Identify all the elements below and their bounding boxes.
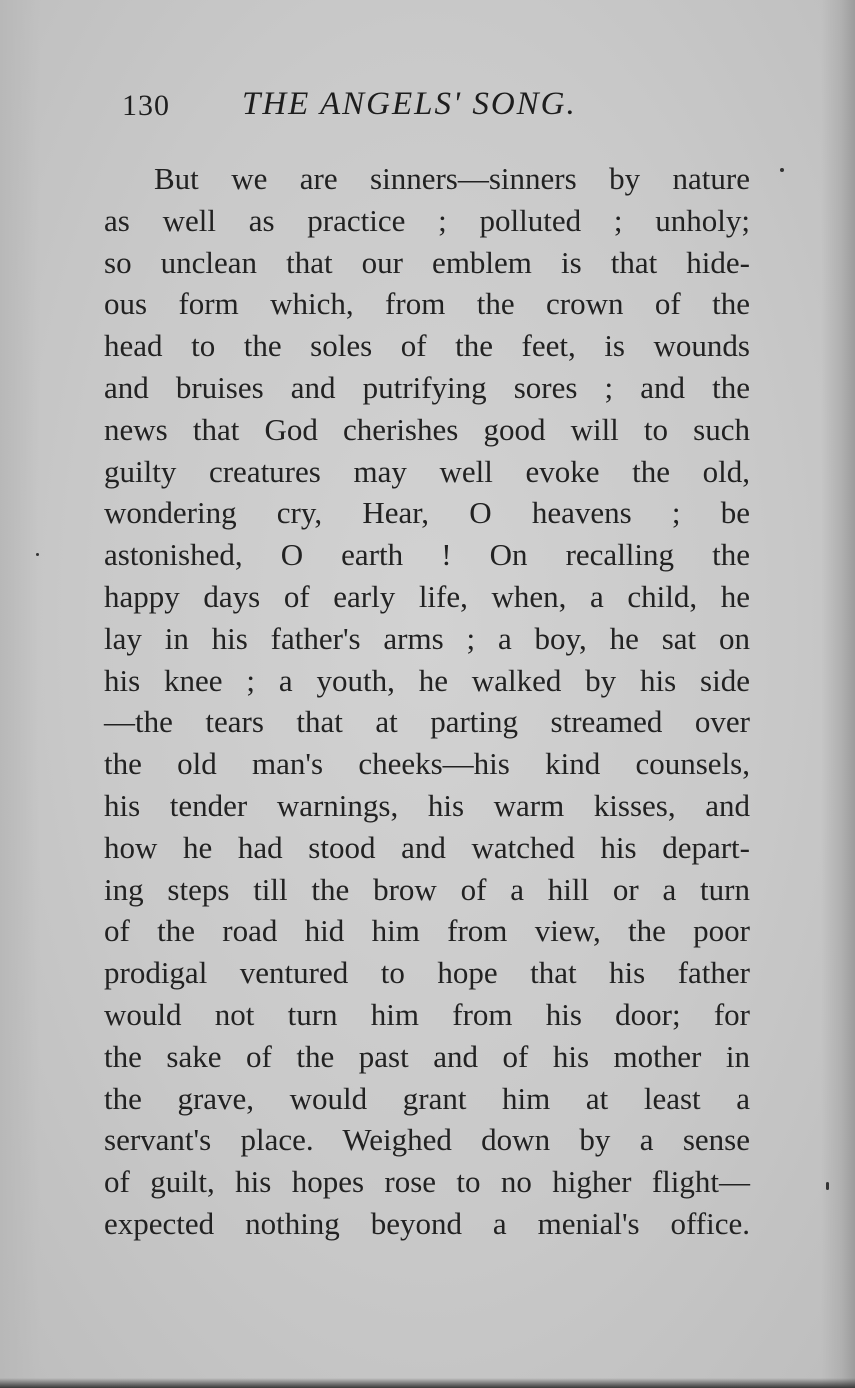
text-line: so unclean that our emblem is that hide-	[104, 244, 750, 280]
text-line: the old man's cheeks—his kind counsels,	[104, 746, 750, 782]
text-line: servant's place. Weighed down by a sense	[104, 1122, 750, 1158]
page-number: 130	[122, 89, 170, 122]
page-shadow-left	[0, 0, 40, 1388]
text-line: his knee ; a youth, he walked by his side	[104, 662, 750, 698]
paper-speck	[36, 553, 39, 556]
text-line: and bruises and putrifying sores ; and the	[104, 369, 750, 405]
text-line: head to the soles of the feet, is wounds	[104, 328, 750, 364]
text-line: astonished, O earth ! On recalling the	[104, 537, 750, 573]
text-line: But we are sinners—sinners by nature	[154, 161, 750, 196]
text-line: wondering cry, Hear, O heavens ; be	[104, 495, 750, 531]
text-line: ous form which, from the crown of the	[104, 286, 750, 322]
paper-speck	[826, 1182, 829, 1190]
text-line: how he had stood and watched his depart-	[104, 829, 750, 865]
text-line: happy days of early life, when, a child, he	[104, 578, 750, 614]
text-line: expected nothing beyond a menial's office.	[104, 1205, 750, 1241]
body-text	[104, 158, 750, 1245]
text-line: of the road hid him from view, the poor	[104, 913, 750, 949]
text-line: the sake of the past and of his mother in	[104, 1038, 750, 1074]
running-title: THE ANGELS' SONG.	[242, 86, 577, 122]
page-shadow-right	[821, 0, 855, 1388]
text-line: lay in his father's arms ; a boy, he sat on	[104, 620, 750, 656]
page-shadow-bottom	[0, 1378, 855, 1388]
text-line: news that God cherishes good will to such	[104, 411, 750, 447]
text-line: ing steps till the brow of a hill or a turn	[104, 871, 750, 907]
text-line: his tender warnings, his warm kisses, and	[104, 787, 750, 823]
text-line: guilty creatures may well evoke the old,	[104, 453, 750, 489]
text-line: the grave, would grant him at least a	[104, 1080, 750, 1116]
text-line: of guilt, his hopes rose to no higher flight—	[104, 1164, 750, 1200]
text-line: would not turn him from his door; for	[104, 996, 750, 1032]
text-line: —the tears that at parting streamed over	[104, 704, 750, 740]
text-line: as well as practice ; polluted ; unholy;	[104, 202, 750, 238]
text-line: prodigal ventured to hope that his father	[104, 955, 750, 991]
paper-speck	[780, 168, 784, 172]
